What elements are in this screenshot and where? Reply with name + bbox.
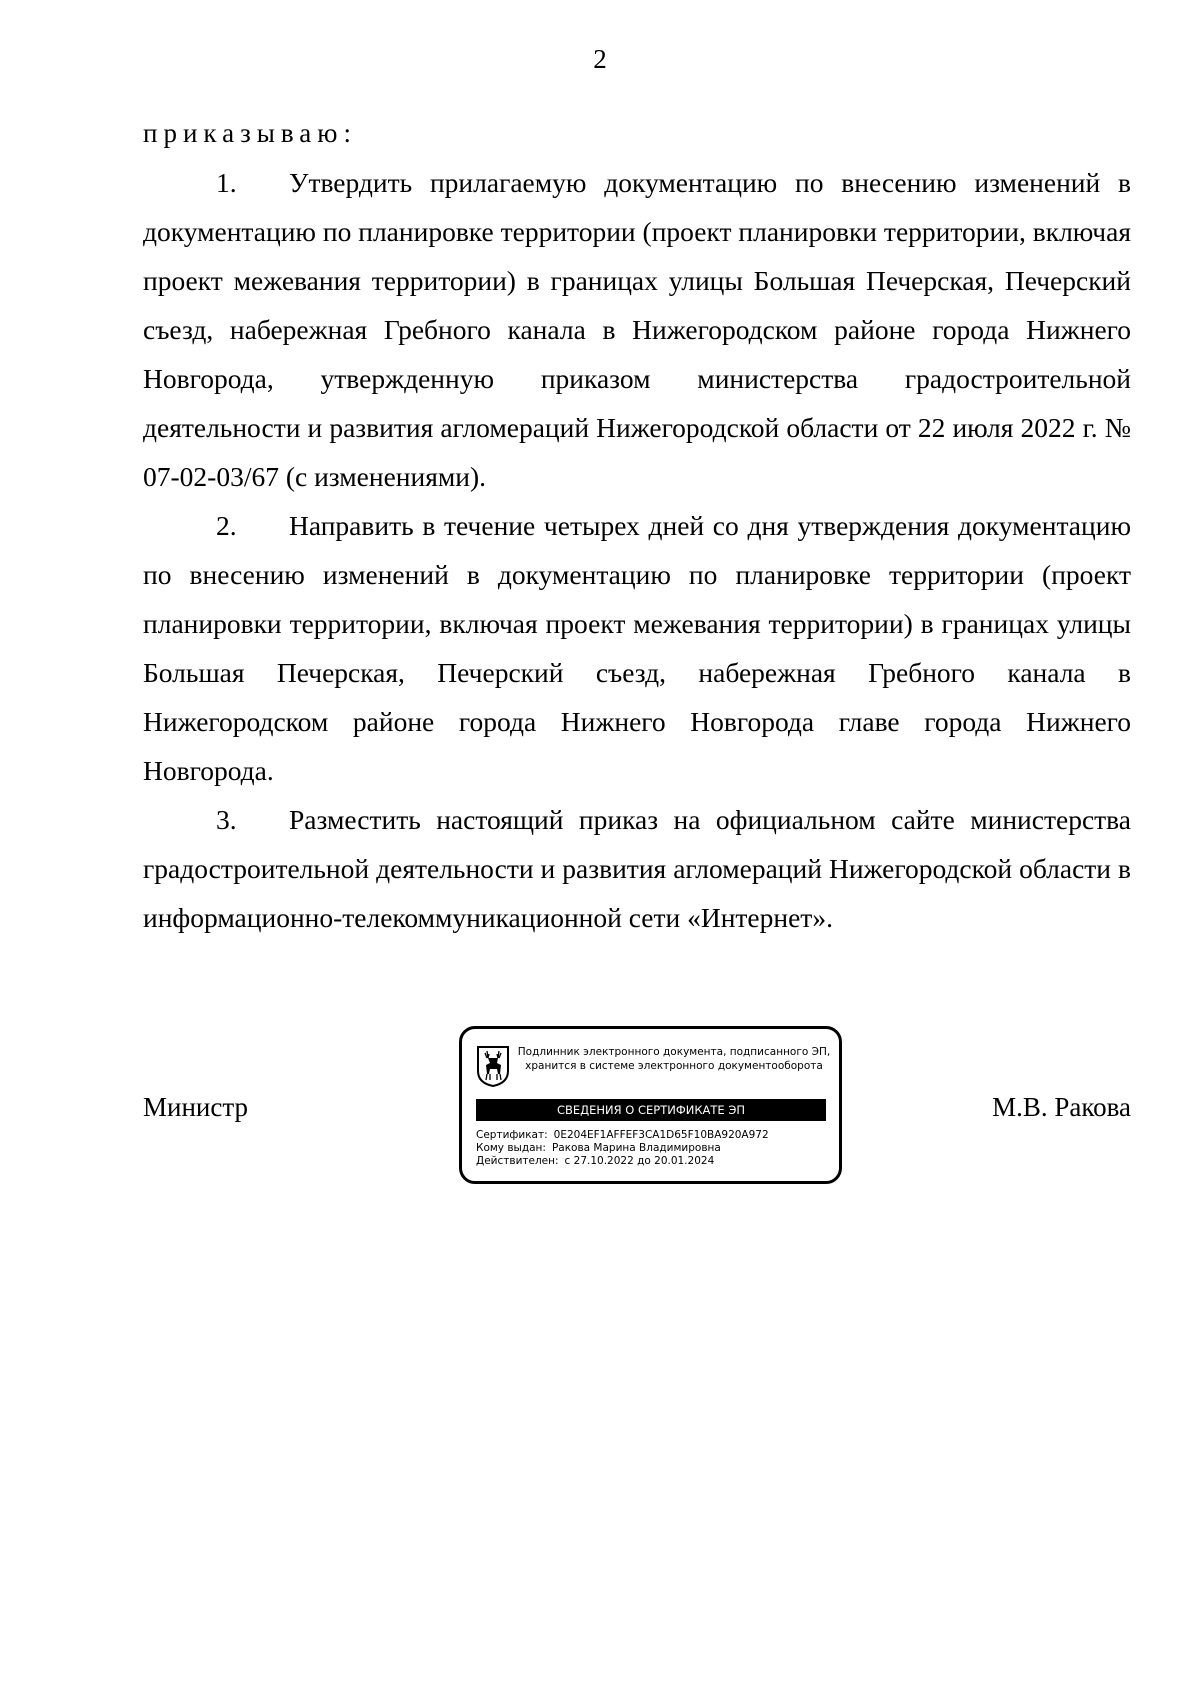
order-item: [143, 795, 1131, 942]
order-items: [143, 158, 1131, 942]
issued-to-row: [476, 1142, 826, 1155]
stamp-details: [476, 1129, 826, 1168]
order-item-text: Утвердить прилагаемую документацию по внесению изменений в документацию по планировке территории (проект планировки территории, включая проект межевания территории) в границах улицы Большая Печерская, Печерский съезд, набережная Гребного канала в Нижегородском районе города Нижнего Новгорода, утвержденную приказом министерства градостроительной деятельности и развития агломераций Нижегородской области от 22 июля 2022 г. № 07-02-03/67 (с изменениями).: [143, 167, 1131, 492]
stamp-origin-line: хранится в системе электронного документооборота: [525, 1060, 823, 1072]
order-item-number: 3.: [216, 804, 237, 835]
order-word: приказываю:: [143, 118, 357, 148]
order-item-number: 1.: [216, 167, 237, 198]
validity-value: с 27.10.2022 до 20.01.2024: [564, 1155, 715, 1167]
stamp-origin-note: [516, 1045, 832, 1073]
electronic-signature-stamp: [459, 1026, 842, 1184]
order-item-number: 2.: [216, 510, 237, 541]
stamp-origin-line: Подлинник электронного документа, подписанного ЭП,: [517, 1046, 831, 1058]
order-item-text: Направить в течение четырех дней со дня утверждения документацию по внесению изменений в документацию по планировке территории (проект планировки территории, включая проект межевания территории) в границах улицы Большая Печерская, Печерский съезд, набережная Гребного канала в Нижегородском районе города Нижнего Новгорода главе города Нижнего Новгорода.: [143, 510, 1131, 786]
order-item-text: Разместить настоящий приказ на официальном сайте министерства градостроительной деятельности и развития агломераций Нижегородской области в информационно-телекоммуникационной сети «Интернет».: [143, 804, 1131, 933]
issued-to-value: Ракова Марина Владимировна: [551, 1142, 721, 1154]
signer-post: Министр: [143, 1092, 248, 1122]
stamp-header: СВЕДЕНИЯ О СЕРТИФИКАТЕ ЭП: [476, 1099, 826, 1121]
signer-name: М.В. Ракова: [992, 1092, 1131, 1122]
page-number: 2: [593, 44, 607, 74]
order-item: [143, 158, 1131, 501]
order-item: [143, 501, 1131, 795]
certificate-row: [476, 1129, 826, 1142]
deer-coat-of-arms-icon: [476, 1045, 510, 1087]
validity-label: Действителен:: [476, 1155, 559, 1167]
certificate-value: 0E204EF1AFFEF3CA1D65F10BA920A972: [553, 1129, 769, 1141]
certificate-label: Сертификат:: [476, 1129, 548, 1141]
validity-row: [476, 1155, 826, 1168]
issued-to-label: Кому выдан:: [476, 1142, 546, 1154]
